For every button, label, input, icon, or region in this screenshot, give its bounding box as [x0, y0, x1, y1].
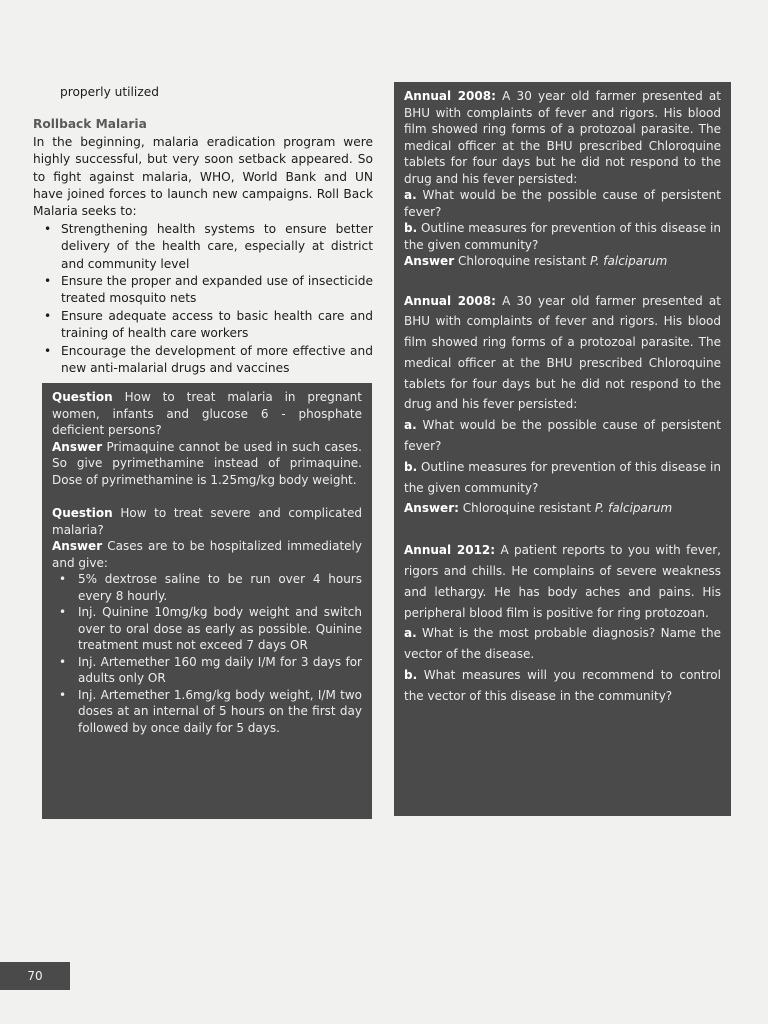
answer-2: Answer Cases are to be hospitalized immediately and give: — [52, 539, 362, 570]
bullet-icon: • — [59, 654, 67, 669]
question-1: Question How to treat malaria in pregnant women, infants and glucose 6 - phosphate deficient persons? — [52, 390, 362, 437]
answer-1: Answer Primaquine cannot be used in such cases. So give pyrimethamine instead of primaquine. Dose of pyrimethamine is 1.25mg/kg body weight. — [52, 439, 362, 487]
left-column — [33, 84, 373, 378]
treatment-list — [52, 571, 362, 736]
bullet-icon: • — [44, 274, 52, 289]
bullet-icon: • — [59, 572, 67, 586]
continuation-text: properly utilized — [60, 85, 159, 99]
bullet-icon: • — [59, 687, 67, 702]
qa-box-right — [394, 82, 731, 816]
list-item: • Ensure adequate access to basic health care and training of health care workers — [44, 308, 373, 341]
annual-2012-block: Annual 2012: A patient reports to you with fever, rigors and chills. He complains of severe weakness and lethargy. He has body aches and pains. His peripheral blood film is positive for ring protozoan. a. What is the most probable diagnosis? Name the vector of the disease. b. What measures will you recommend to control the vector of this disease in the community? — [404, 543, 721, 703]
bullet-icon: • — [59, 605, 67, 619]
intro-paragraph: In the beginning, malaria eradication program were highly successful, but very soon setback appeared. So to fight against malaria, WHO, World Bank and UN have joined forces to launch new campaigns. Roll Back Malaria seeks to: — [33, 134, 373, 219]
list-item: • 5% dextrose saline to be run over 4 hours every 8 hourly. — [59, 572, 362, 603]
page-number: 70 — [0, 962, 70, 990]
bullet-icon: • — [44, 343, 52, 358]
list-item: • Ensure the proper and expanded use of insecticide treated mosquito nets — [44, 274, 373, 306]
annual-2008-block-2: Annual 2008: A 30 year old farmer presented at BHU with complaints of fever and rigors. His blood film showed ring forms of a protozoal parasite. The medical officer at the BHU prescribed Chloroquine tablets for four days but he did not respond to the drug and his fever persisted: a. What would be the possible cause of persistent fever? b. Outline measures for prevention of this disease in the given community? Answer: Chloroquine resistant P. falciparum — [404, 293, 721, 516]
section-heading: Rollback Malaria — [33, 117, 147, 132]
bullet-icon: • — [44, 308, 52, 323]
list-item: • Inj. Quinine 10mg/kg body weight and switch over to oral dose as early as possible. Quinine treatment must not exceed 7 days OR — [59, 605, 362, 652]
annual-2008-block-1: Annual 2008: A 30 year old farmer presented at BHU with complaints of fever and rigors. His blood film showed ring forms of a protozoal parasite. The medical officer at the BHU prescribed Chloroquine tablets for four days but he did not respond to the drug and his fever persisted: a. What would be the possible cause of persistent fever? b. Outline measures for prevention of this disease in the given community? Answer Chloroquine resistant P. falciparum — [404, 89, 721, 268]
list-item: • Strengthening health systems to ensure better delivery of the health care, especially at district and community level — [44, 221, 373, 271]
goals-list — [33, 221, 373, 378]
qa-box-left — [42, 383, 372, 819]
list-item: • Inj. Artemether 1.6mg/kg body weight, I/M two doses at an internal of 5 hours on the first day followed by once daily for 5 days. — [59, 687, 362, 735]
list-item: • Inj. Artemether 160 mg daily I/M for 3 days for adults only OR — [59, 654, 362, 685]
question-2: Question How to treat severe and complicated malaria? — [52, 506, 362, 537]
bullet-icon: • — [44, 221, 52, 236]
list-item: • Encourage the development of more effective and new anti-malarial drugs and vaccines — [44, 343, 373, 376]
